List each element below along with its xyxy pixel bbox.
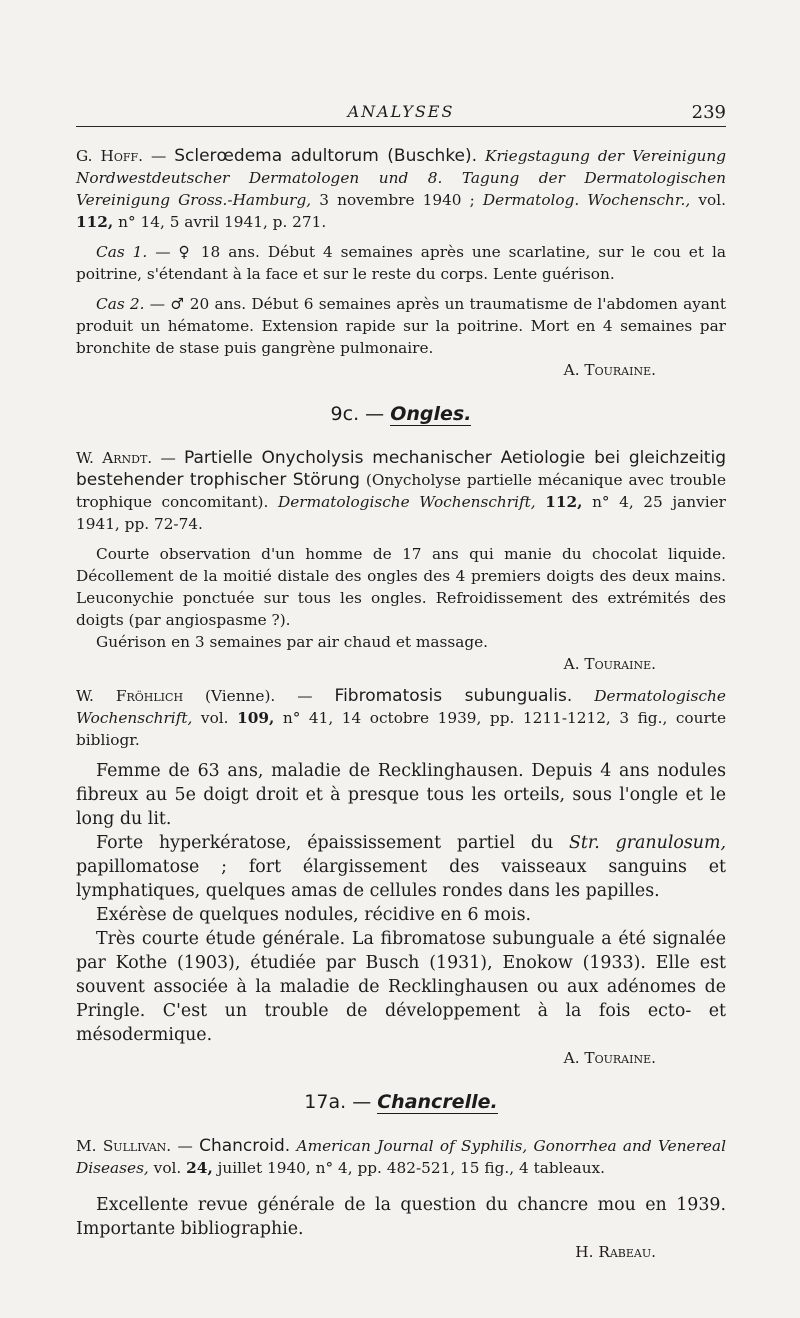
running-header	[76, 96, 726, 127]
paragraph: Excellente revue générale de la question du chancre mou en 1939. Importante bibliographie.	[76, 1195, 726, 1239]
article-sullivan	[76, 1135, 726, 1263]
volume: 112,	[545, 493, 583, 511]
article-title: Fibromatosis subungualis.	[334, 686, 573, 706]
page-body	[76, 145, 726, 1263]
author: M. Sullivan.	[76, 1137, 172, 1155]
paragraph: Courte observation d'un homme de 17 ans qui manie du chocolat liquide. Décollement de la moitié distale des ongles des 4 premiers doigts des deux mains. Leuconychie ponctuée sur tous les ongles. Refroidissement des extrémités des doigts (par angiospasme ?).	[76, 545, 726, 629]
case-2	[76, 293, 726, 359]
journal: Dermatologische Wochenschrift,	[277, 493, 536, 511]
reference-tail: n° 14, 5 avril 1941, p. 271.	[118, 213, 327, 231]
reference-tail: juillet 1940, n° 4, pp. 482-521, 15 fig., 4 tableaux.	[217, 1159, 606, 1177]
volume-prefix: vol.	[200, 709, 229, 727]
volume-prefix: vol.	[698, 191, 726, 209]
date: 3 novembre 1940 ;	[319, 191, 475, 209]
text: Forte hyperkératose, épaississement partiel du	[96, 833, 554, 853]
running-title: ANALYSES	[347, 102, 455, 121]
signature: A. Touraine.	[563, 655, 656, 673]
author: W. Fröhlich	[76, 687, 184, 705]
dash: —	[150, 147, 167, 165]
section-dash: —	[365, 403, 385, 425]
article-reference	[76, 145, 726, 233]
paragraph: Guérison en 3 semaines par air chaud et massage.	[96, 633, 489, 651]
section-number: 9c.	[330, 403, 360, 425]
article-reference	[76, 447, 726, 535]
article-hoff	[76, 145, 726, 381]
dash: —	[160, 449, 176, 467]
signature: A. Touraine.	[563, 361, 656, 379]
paragraph: Exérèse de quelques nodules, récidive en 6 mois.	[96, 905, 532, 925]
article-arndt	[76, 447, 726, 675]
journal: American Journal of Syphilis, Gonorrhea and Venereal Diseases,	[76, 1137, 726, 1177]
author: G. Hoff.	[76, 147, 143, 165]
section-title: Chancrelle.	[377, 1091, 498, 1113]
author: W. Arndt.	[76, 449, 153, 467]
paragraph: Très courte étude générale. La fibromatose subunguale a été signalée par Kothe (1903), étudiée par Busch (1931), Enokow (1933). Elle est souvent associée à la maladie de Recklinghausen ou aux adénomes de Pringle. C'est un trouble de développement à la fois ecto- et mésodermique.	[76, 929, 726, 1045]
section-number: 17a.	[304, 1091, 347, 1113]
article-reference	[76, 1135, 726, 1179]
journal: Dermatologische Wochenschrift,	[76, 687, 726, 727]
paragraph: Femme de 63 ans, maladie de Recklinghausen. Depuis 4 ans nodules fibreux au 5e doigt droit et à presque tous les orteils, sous l'ongle et le long du lit.	[76, 761, 726, 829]
article-frohlich	[76, 685, 726, 1069]
section-heading	[76, 1091, 726, 1113]
paragraph	[76, 831, 726, 903]
subtitle: (Onycholyse partielle mécanique avec trouble trophique concomitant).	[76, 471, 726, 511]
volume-prefix: vol.	[153, 1159, 182, 1177]
case-label: Cas 2.	[96, 295, 145, 313]
section-title: Ongles.	[390, 403, 472, 425]
source: Kriegstagung der Vereinigung Nordwestdeutscher Dermatologen und 8. Tagung der Dermatologischen Vereinigung Gross.-Hamburg,	[76, 147, 726, 209]
page-number: 239	[691, 102, 726, 123]
spacer	[76, 675, 726, 685]
article-title: Sclerœdema adultorum (Buschke).	[174, 146, 478, 166]
city: (Vienne).	[205, 687, 276, 705]
volume: 109,	[237, 709, 275, 727]
signature: A. Touraine.	[563, 1049, 656, 1067]
case-text: — ♀ 18 ans. Début 4 semaines après une scarlatine, sur le cou et la poitrine, s'étendant à la face et sur le reste du corps. Lente guérison.	[76, 243, 726, 283]
reference-tail: n° 41, 14 octobre 1939, pp. 1211-1212, 3 fig., courte bibliogr.	[76, 709, 726, 749]
dash: —	[297, 687, 313, 705]
signature: H. Rabeau.	[575, 1243, 656, 1261]
section-heading	[76, 403, 726, 425]
dash: —	[177, 1137, 193, 1155]
article-title: Partielle Onycholysis mechanischer Aetiologie bei gleichzeitig bestehender trophischer Störung	[76, 448, 726, 490]
section-dash: —	[352, 1091, 372, 1113]
volume: 24,	[186, 1159, 213, 1177]
case-label: Cas 1.	[96, 243, 148, 261]
reference-tail: n° 4, 25 janvier 1941, pp. 72-74.	[76, 493, 726, 533]
text: papillomatose ; fort élargissement des vaisseaux sanguins et lymphatiques, quelques amas de cellules rondes dans les papilles.	[76, 857, 726, 901]
journal: Dermatolog. Wochenschr.,	[482, 191, 691, 209]
volume: 112,	[76, 213, 114, 231]
article-title: Chancroid.	[199, 1136, 291, 1156]
article-reference	[76, 685, 726, 751]
case-1	[76, 241, 726, 285]
case-text: — ♂ 20 ans. Début 6 semaines après un traumatisme de l'abdomen ayant produit un hématome. Extension rapide sur la poitrine. Mort en 4 semaines par bronchite de stase puis gangrène pulmonaire.	[76, 295, 726, 357]
emphasis: Str. granulosum,	[569, 833, 727, 853]
